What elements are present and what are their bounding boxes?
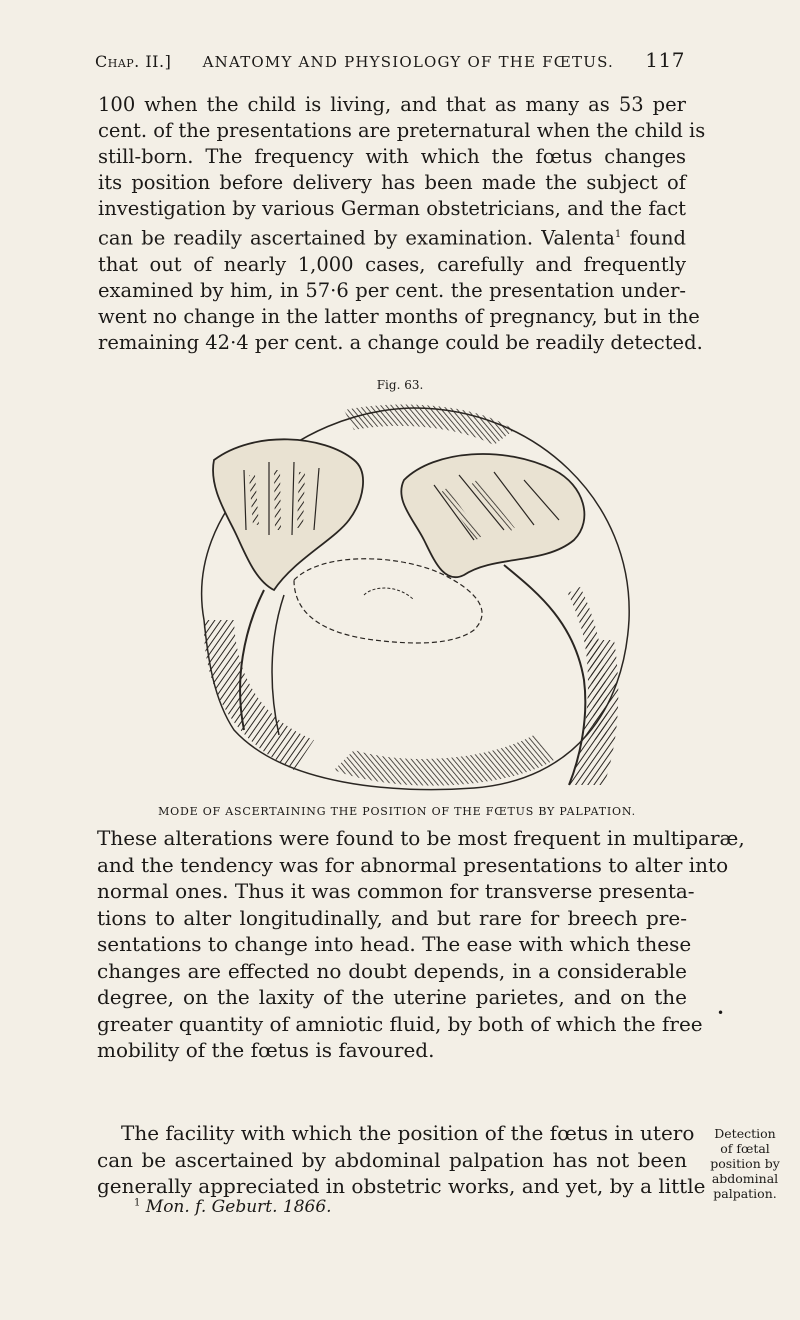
text-line: changes are effected no doubt depends, in a considerable (97, 958, 687, 983)
margin-note-line: Detection (714, 1126, 776, 1141)
footnote-text: Mon. f. Geburt. 1866. (145, 1197, 332, 1217)
text-fragment: can be readily ascertained by examination. Valenta (98, 226, 615, 250)
palpation-illustration (174, 390, 644, 795)
text-line: sentations to change into head. The ease with which these (97, 932, 692, 956)
paragraph-3 (97, 1120, 706, 1200)
margin-note-line: abdominal (711, 1171, 779, 1186)
text-line: investigation by various German obstetricians, and the fact (98, 197, 686, 220)
text-line: The facility with which the position of the fœtus in utero (121, 1121, 695, 1145)
text-line: its position before delivery has been made the subject of (98, 171, 686, 194)
margin-note-line: palpation. (713, 1186, 777, 1201)
text-line: These alterations were found to be most frequent in multiparæ, (97, 826, 745, 850)
text-line: mobility of the fœtus is favoured. (97, 1038, 435, 1062)
figure-caption: MODE OF ASCERTAINING THE POSITION OF THE FŒTUS BY PALPATION. (158, 805, 636, 818)
running-title: ANATOMY AND PHYSIOLOGY OF THE FŒTUS. (202, 53, 614, 71)
margin-note-line: position by (710, 1156, 780, 1171)
text-line: still-born. The frequency with which the fœtus changes (98, 145, 686, 168)
text-line: remaining 42·4 per cent. a change could be readily detected. (98, 330, 703, 354)
text-line: 100 when the child is living, and that as many as 53 per (98, 93, 686, 116)
text-line: cent. of the presentations are preternatural when the child is (98, 119, 706, 142)
footnote (134, 1197, 332, 1217)
text-line: degree, on the laxity of the uterine parietes, and on the (97, 985, 687, 1009)
footnote-marker: 1 (614, 229, 622, 240)
figure-illustration (174, 390, 644, 795)
text-line: went no change in the latter months of pregnancy, but in the (98, 304, 700, 328)
text-line: normal ones. Thus it was common for transverse presenta- (97, 879, 695, 903)
page-number: 117 (645, 48, 685, 72)
paragraph-2 (97, 825, 745, 1064)
margin-note-line: of fœtal (720, 1141, 770, 1156)
text-line: that out of nearly 1,000 cases, carefully and frequently (98, 252, 686, 276)
chapter-ref: Chap. II.] (95, 52, 172, 71)
stray-mark: • (717, 1006, 725, 1020)
paragraph-1 (98, 92, 706, 356)
text-line: tions to alter longitudinally, and but rare for breech pre- (97, 905, 687, 930)
text-line: generally appreciated in obstetric works, and yet, by a little (97, 1174, 706, 1198)
figure-label: Fig. 63. (376, 378, 424, 392)
text-line-with-footnote (98, 222, 686, 252)
running-head (95, 48, 685, 72)
text-line: examined by him, in 57·6 per cent. the presentation under- (98, 278, 686, 302)
text-line: and the tendency was for abnormal presentations to alter into (97, 852, 729, 877)
margin-note (700, 1126, 790, 1201)
text-fragment: found (629, 226, 686, 250)
text-line: greater quantity of amniotic fluid, by both of which the free (97, 1011, 703, 1036)
text-line: can be ascertained by abdominal palpation has not been (97, 1147, 687, 1172)
footnote-marker: 1 (134, 1197, 141, 1209)
